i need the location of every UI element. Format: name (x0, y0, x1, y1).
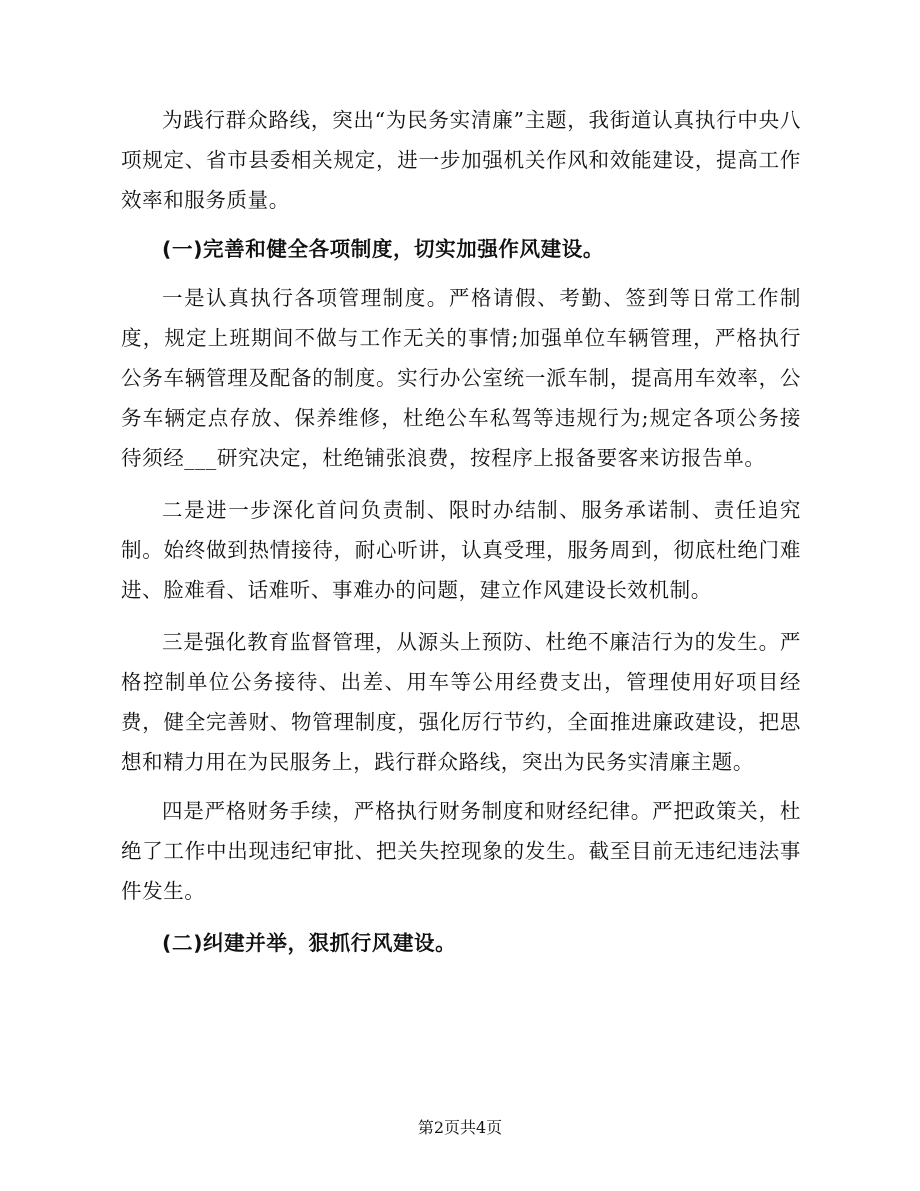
paragraph-item-2: 二是进一步深化首问负责制、限时办结制、服务承诺制、责任追究制。始终做到热情接待，耐心听讲，认真受理，服务周到，彻底杜绝门难进、脸难看、话难听、事难办的问题，建立作风建设长效机制。 (121, 498, 801, 602)
section-heading-2: (二)纠建并举，狠抓行风建设。 (162, 931, 457, 955)
document-body (121, 100, 801, 963)
paragraph-item-4: 四是严格财务手续，严格执行财务制度和财经纪律。严把政策关，杜绝了工作中出现违纪审批、把关失控现象的发生。截至目前无违纪违法事件发生。 (121, 799, 801, 903)
paragraph-item-3: 三是强化教育监督管理，从源头上预防、杜绝不廉洁行为的发生。严格控制单位公务接待、出差、用车等公用经费支出，管理使用好项目经费，健全完善财、物管理制度，强化厉行节约，全面推进廉政建设，把思想和精力用在为民服务上，践行群众路线，突出为民务实清廉主题。 (121, 630, 801, 774)
page-number: 第2页共4页 (417, 1118, 503, 1137)
section-heading-1: (一)完善和健全各项制度，切实加强作风建设。 (162, 237, 604, 261)
paragraph-item-1: 一是认真执行各项管理制度。严格请假、考勤、签到等日常工作制度，规定上班期间不做与工作无关的事情;加强单位车辆管理，严格执行公务车辆管理及配备的制度。实行办公室统一派车制，提高用车效率，公务车辆定点存放、保养维修，杜绝公车私驾等违规行为;规定各项公务接待须经___研究决定，杜绝铺张浪费，按程序上报备要客来访报告单。 (121, 286, 801, 470)
intro-paragraph: 为践行群众路线，突出“为民务实清廉”主题，我街道认真执行中央八项规定、省市县委相关规定，进一步加强机关作风和效能建设，提高工作效率和服务质量。 (121, 108, 801, 212)
